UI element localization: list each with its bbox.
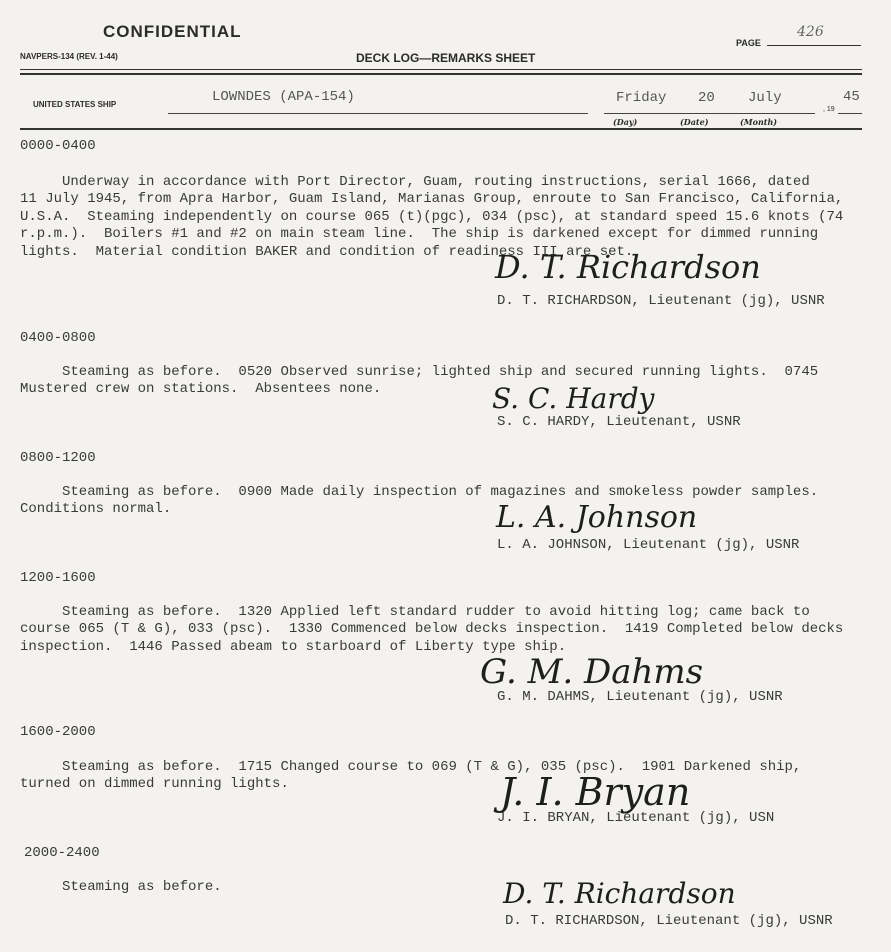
- log-line: Underway in accordance with Port Director, Guam, routing instructions, serial 1666, dated: [20, 173, 810, 190]
- signer-line: D. T. RICHARDSON, Lieutenant (jg), USNR: [497, 293, 825, 309]
- signer-line: L. A. JOHNSON, Lieutenant (jg), USNR: [497, 537, 800, 553]
- log-line: Mustered crew on stations. Absentees none.: [20, 381, 382, 397]
- classification-label: CONFIDENTIAL: [103, 22, 242, 41]
- signer-line: D. T. RICHARDSON, Lieutenant (jg), USNR: [505, 913, 833, 929]
- form-number: NAVPERS-134 (REV. 1-44): [20, 52, 118, 61]
- handwritten-signature: L. A. Johnson: [496, 500, 698, 535]
- year-prefix: , 19: [823, 106, 835, 113]
- year-line: [838, 113, 862, 114]
- ship-label: UNITED STATES SHIP: [33, 100, 117, 109]
- header-rule-top: [20, 69, 862, 70]
- log-line: Steaming as before. 0900 Made daily inspection of magazines and smokeless powder samples.: [20, 483, 819, 500]
- handwritten-signature: D. T. Richardson: [503, 877, 736, 910]
- log-line: Steaming as before. 1715 Changed course to 069 (T & G), 035 (psc). 1901 Darkened ship,: [20, 758, 802, 775]
- watch-label: 2000-2400: [24, 845, 100, 861]
- handwritten-signature: G. M. Dahms: [480, 652, 704, 692]
- signer-line: J. I. BRYAN, Lieutenant (jg), USN: [497, 810, 775, 826]
- date-value: 20: [698, 90, 715, 106]
- log-line: turned on dimmed running lights.: [20, 776, 289, 792]
- log-line: Steaming as before. 1320 Applied left standard rudder to avoid hitting log; came back to: [20, 603, 810, 620]
- handwritten-signature: S. C. Hardy: [492, 382, 655, 415]
- log-line: Steaming as before.: [20, 878, 222, 895]
- log-line: lights. Material condition BAKER and condition of readiness III are set.: [20, 243, 634, 260]
- sheet-title: DECK LOG—REMARKS SHEET: [356, 51, 536, 65]
- date-line: [604, 113, 815, 114]
- month-caption: (Month): [740, 117, 778, 127]
- year-value: 45: [843, 89, 860, 105]
- log-entry: [20, 466, 818, 536]
- day-value: Friday: [616, 90, 667, 106]
- log-line: inspection. 1446 Passed abeam to starboard of Liberty type ship.: [20, 638, 567, 655]
- log-line: 11 July 1945, from Apra Harbor, Guam Island, Marianas Group, enroute to San Francisco, California,: [20, 191, 844, 207]
- page-number-line: [767, 45, 861, 46]
- header-rule-double: [20, 73, 862, 75]
- log-entry: [20, 861, 222, 914]
- header-rule-bottom: [20, 128, 862, 130]
- ship-name: LOWNDES (APA-154): [212, 89, 355, 105]
- watch-label: 0800-1200: [20, 450, 96, 466]
- log-line: U.S.A. Steaming independently on course 065 (t)(pgc), 034 (psc), at standard speed 15.6 knots (74: [20, 208, 844, 225]
- month-value: July: [748, 90, 782, 106]
- watch-label: 1200-1600: [20, 570, 96, 586]
- handwritten-signature: D. T. Richardson: [495, 248, 761, 286]
- signer-line: G. M. DAHMS, Lieutenant (jg), USNR: [497, 689, 783, 705]
- signer-line: S. C. HARDY, Lieutenant, USNR: [497, 414, 741, 430]
- date-caption: (Date): [680, 117, 709, 127]
- log-line: course 065 (T & G), 033 (psc). 1330 Commenced below decks inspection. 1419 Completed below decks: [20, 621, 844, 637]
- ship-name-line: [168, 113, 588, 114]
- handwritten-signature: J. I. Bryan: [500, 770, 691, 814]
- log-entry: [20, 346, 818, 416]
- watch-label: 0400-0800: [20, 330, 96, 346]
- log-line: r.p.m.). Boilers #1 and #2 on main steam line. The ship is darkened except for dimmed running: [20, 226, 819, 242]
- page-number: 426: [797, 24, 824, 40]
- log-entry: [20, 586, 843, 674]
- log-line: Steaming as before. 0520 Observed sunrise; lighted ship and secured running lights. 0745: [20, 363, 819, 380]
- page-label: PAGE: [736, 38, 761, 48]
- log-line: Conditions normal.: [20, 501, 172, 517]
- watch-label: 0000-0400: [20, 138, 96, 154]
- watch-label: 1600-2000: [20, 724, 96, 740]
- day-caption: (Day): [613, 117, 638, 127]
